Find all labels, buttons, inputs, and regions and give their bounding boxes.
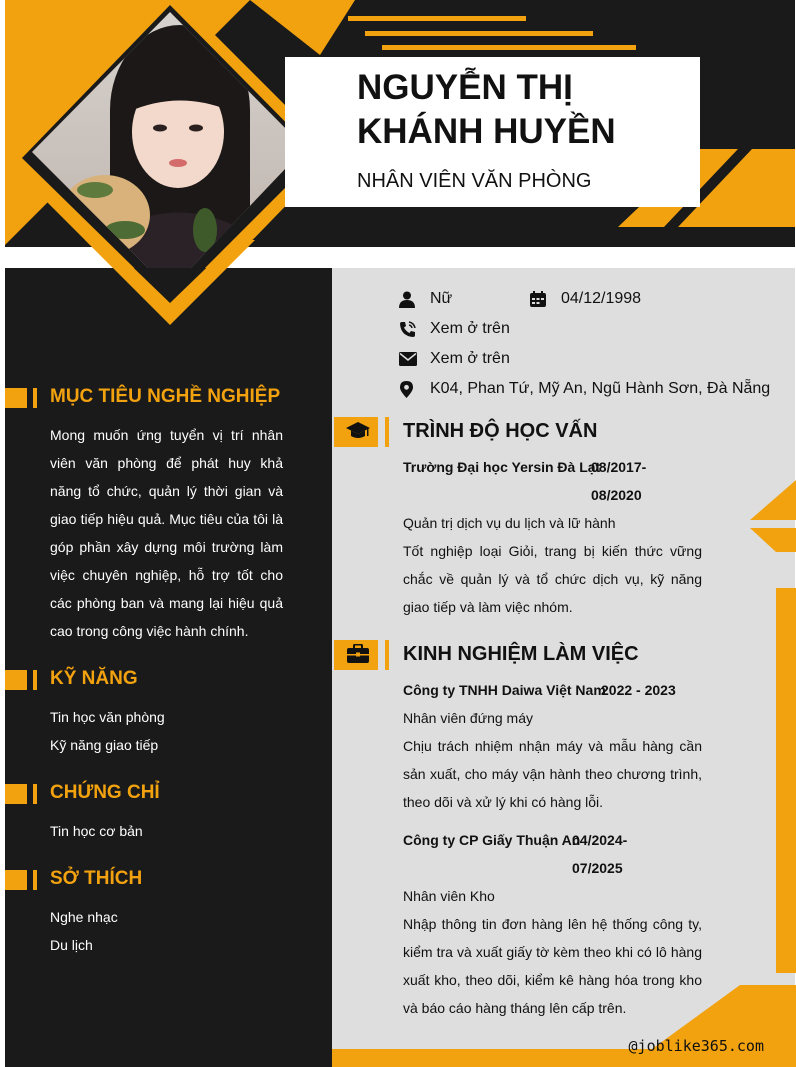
job-company: Công ty TNHH Daiwa Việt Nam bbox=[403, 682, 606, 698]
skill-item: Tin học văn phòng bbox=[50, 709, 165, 725]
experience-title: KINH NGHIỆM LÀM VIỆC bbox=[403, 643, 639, 665]
address-value: K04, Phan Tứ, Mỹ An, Ngũ Hành Sơn, Đà Nẵng bbox=[430, 380, 771, 397]
graduation-cap-icon bbox=[346, 421, 370, 441]
education-school: Trường Đại học Yersin Đà Lạt bbox=[403, 459, 601, 475]
objective-title: MỤC TIÊU NGHỀ NGHIỆP bbox=[50, 386, 281, 407]
right-decoration bbox=[740, 480, 796, 980]
job-title: NHÂN VIÊN VĂN PHÒNG bbox=[357, 170, 592, 192]
job-period: 2022 - 2023 bbox=[601, 682, 676, 698]
watermark: @joblike365.com bbox=[628, 1037, 764, 1055]
job-period-start: 04/2024- bbox=[572, 832, 628, 848]
job-position: Nhân viên Kho bbox=[403, 888, 495, 904]
skills-marker-bar bbox=[33, 670, 37, 690]
certs-marker bbox=[5, 784, 27, 804]
job-position: Nhân viên đứng máy bbox=[403, 710, 533, 726]
calendar-icon bbox=[530, 291, 546, 307]
education-period-start: 08/2017- bbox=[591, 459, 647, 475]
birthdate-value: 04/12/1998 bbox=[561, 290, 642, 307]
hobbies-marker-bar bbox=[33, 870, 37, 890]
job-description: Nhập thông tin đơn hàng lên hệ thống công ty, kiểm tra và xuất giấy tờ kèm theo khi có lô hàng xuất kho, theo dõi, kiểm kê hàng hóa trong kho và báo cáo hàng tháng lên cấp trên. bbox=[403, 916, 702, 1016]
education-description: Tốt nghiệp loại Giỏi, trang bị kiến thức vững chắc về quản lý và tổ chức dịch vụ, kỹ năng giao tiếp và làm việc nhóm. bbox=[403, 543, 702, 615]
candidate-name: NGUYỄN THỊ KHÁNH HUYỀN bbox=[357, 68, 616, 151]
briefcase-icon bbox=[347, 644, 369, 664]
certs-title: CHỨNG CHỈ bbox=[50, 782, 160, 803]
cert-item: Tin học cơ bản bbox=[50, 823, 143, 839]
envelope-icon bbox=[399, 352, 417, 366]
gender-value: Nữ bbox=[430, 290, 453, 307]
education-period-end: 08/2020 bbox=[591, 487, 642, 503]
phone-icon bbox=[399, 321, 416, 338]
certs-marker-bar bbox=[33, 784, 37, 804]
education-icon-bar bbox=[385, 417, 389, 447]
job-period-end: 07/2025 bbox=[572, 860, 623, 876]
person-icon bbox=[399, 291, 415, 308]
job-company: Công ty CP Giấy Thuận An bbox=[403, 832, 581, 848]
hobby-item: Du lịch bbox=[50, 937, 93, 953]
diamond-bottom bbox=[0, 240, 340, 340]
skill-item: Kỹ năng giao tiếp bbox=[50, 737, 159, 753]
experience-icon-bar bbox=[385, 640, 389, 670]
objective-marker bbox=[5, 388, 27, 408]
hobbies-title: SỞ THÍCH bbox=[50, 868, 143, 889]
skills-marker bbox=[5, 670, 27, 690]
objective-marker-bar bbox=[33, 388, 37, 408]
education-title: TRÌNH ĐỘ HỌC VẤN bbox=[403, 420, 598, 442]
job-description: Chịu trách nhiệm nhận máy và mẫu hàng cần sản xuất, cho máy vận hành theo chương trình, theo dõi và xử lý khi có hàng lỗi. bbox=[403, 738, 702, 810]
email-value: Xem ở trên bbox=[430, 350, 510, 367]
hobby-item: Nghe nhạc bbox=[50, 909, 118, 925]
skills-title: KỸ NĂNG bbox=[50, 668, 138, 689]
objective-text: Mong muốn ứng tuyển vị trí nhân viên văn phòng để phát huy khả năng tổ chức, quản lý thời gian và giao tiếp hiệu quả. Mục tiêu của tôi là góp phần xây dựng môi trường làm việc chuyên nghiệp, hỗ trợ tốt cho các phòng ban và mang lại hiệu quả cao trong công việc hành chính. bbox=[50, 427, 283, 639]
phone-value: Xem ở trên bbox=[430, 320, 510, 337]
education-major: Quản trị dịch vụ du lịch và lữ hành bbox=[403, 515, 616, 531]
map-pin-icon bbox=[400, 381, 413, 398]
hobbies-marker bbox=[5, 870, 27, 890]
